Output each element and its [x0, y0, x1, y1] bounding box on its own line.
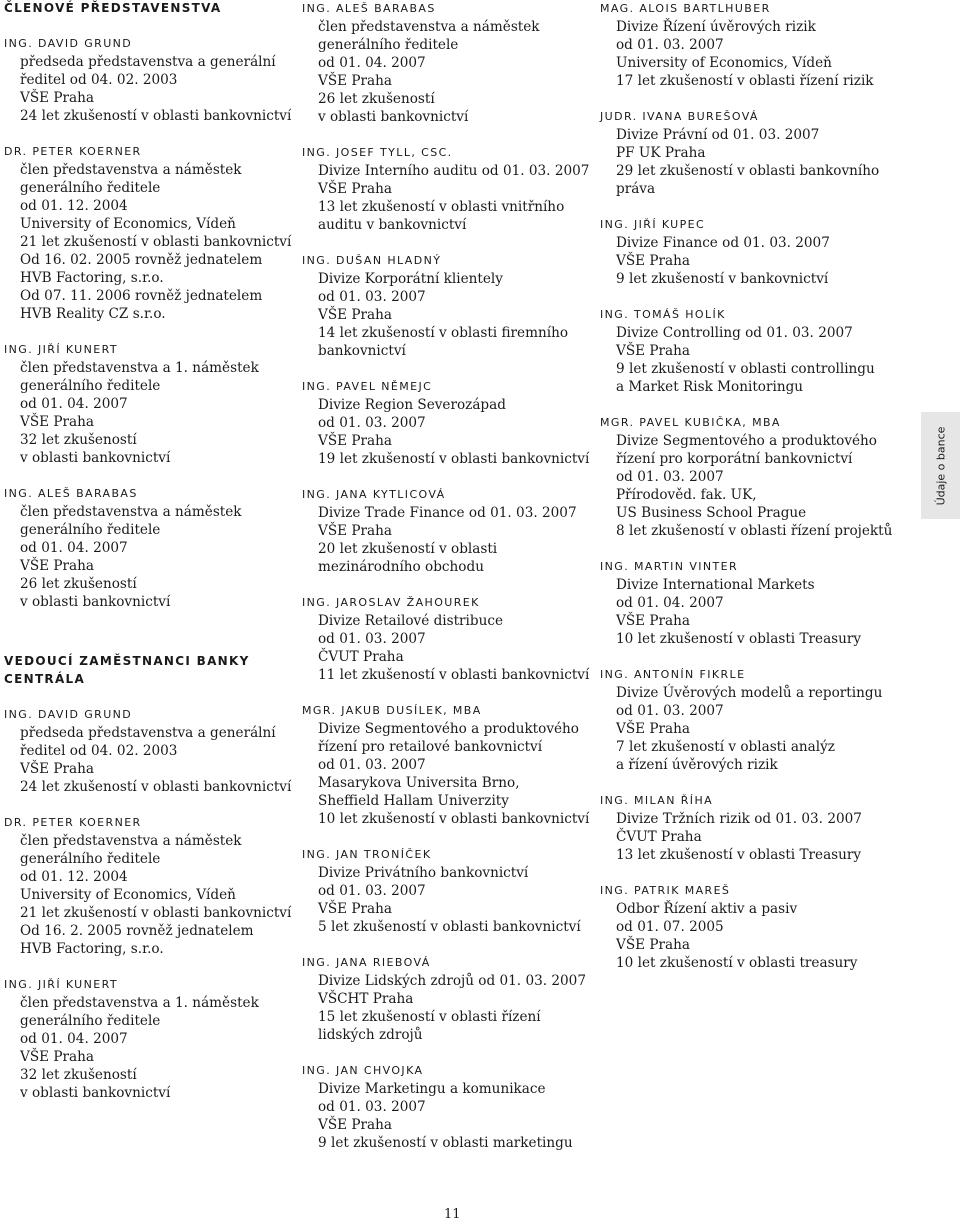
person-detail-line: Divize Finance od 01. 03. 2007	[616, 235, 830, 251]
person-entry	[302, 594, 590, 684]
person-detail-line: VŠE Praha	[20, 90, 94, 106]
person-detail-line: HVB Factoring, s.r.o.	[20, 941, 164, 957]
person-detail-line: od 01. 07. 2005	[616, 919, 724, 935]
managers-list-col2	[302, 0, 590, 1152]
person-name: ING. PAVEL NĚMEJC	[302, 380, 433, 393]
person-detail-line: Divize Privátního bankovnictví	[318, 865, 529, 881]
person-entry	[600, 306, 885, 396]
person-detail-line: od 01. 12. 2004	[20, 198, 128, 214]
person-detail-line: 9 let zkušeností v oblasti controllingu	[616, 361, 875, 377]
person-detail-line: Divize Korporátní klientely	[318, 271, 503, 287]
person-entry	[4, 814, 294, 958]
person-detail-line: 17 let zkušeností v oblasti řízení rizik	[616, 73, 874, 89]
person-name: ING. MARTIN VINTER	[600, 560, 739, 573]
person-detail-line: University of Economics, Vídeň	[20, 216, 236, 232]
person-detail-line: řízení pro korporátní bankovnictví	[616, 451, 853, 467]
person-name: MGR. JAKUB DUSÍLEK, MBA	[302, 704, 482, 717]
person-detail-line: Divize Řízení úvěrových rizik	[616, 19, 816, 35]
person-detail-line: Divize Retailové distribuce	[318, 613, 504, 629]
person-detail-line: a řízení úvěrových rizik	[616, 757, 778, 773]
person-name: MGR. PAVEL KUBIČKA, MBA	[600, 416, 781, 429]
person-detail-line: 19 let zkušeností v oblasti bankovnictví	[318, 451, 590, 467]
person-name: ING. JANA RIEBOVÁ	[302, 956, 431, 969]
managers-list-col3	[600, 0, 893, 972]
person-detail-line: 26 let zkušeností	[20, 576, 137, 592]
person-detail-line: od 01. 04. 2007	[616, 595, 724, 611]
side-section-tab[interactable]	[921, 412, 960, 519]
person-detail-line: Divize Controlling od 01. 03. 2007	[616, 325, 853, 341]
person-detail-line: ČVUT Praha	[318, 649, 404, 665]
person-detail-line: Sheffield Hallam Univerzity	[318, 793, 509, 809]
person-detail-line: 9 let zkušeností v bankovnictví	[616, 271, 829, 287]
person-detail-line: 10 let zkušeností v oblasti Treasury	[616, 631, 862, 647]
person-entry	[302, 0, 590, 126]
person-detail-line: generálního ředitele	[20, 851, 161, 867]
person-detail-line: Masarykova Universita Brno,	[318, 775, 520, 791]
person-detail-line: HVB Reality CZ s.r.o.	[20, 306, 166, 322]
person-detail-line: bankovnictví	[318, 343, 406, 359]
person-name: ING. PATRIK MAREŠ	[600, 884, 731, 897]
person-detail-line: v oblasti bankovnictví	[20, 1085, 171, 1101]
person-detail-line: VŠE Praha	[616, 613, 690, 629]
person-name: ING. ANTONÍN FIKRLE	[600, 668, 746, 681]
person-detail-line: VŠE Praha	[318, 433, 392, 449]
person-name: ING. JANA KYTLICOVÁ	[302, 488, 446, 501]
person-name: ING. JAN CHVOJKA	[302, 1064, 424, 1077]
person-detail-line: 15 let zkušeností v oblasti řízení	[318, 1009, 541, 1025]
person-name: ING. DAVID GRUND	[4, 37, 133, 50]
person-entry	[4, 35, 294, 125]
person-entry	[302, 486, 590, 576]
person-entry	[302, 1062, 590, 1152]
person-detail-line: US Business School Prague	[616, 505, 807, 521]
person-name: MAG. ALOIS BARTLHUBER	[600, 2, 771, 15]
person-name: DR. PETER KOERNER	[4, 816, 142, 829]
person-detail-line: VŠE Praha	[616, 343, 690, 359]
person-detail-line: od 01. 04. 2007	[20, 1031, 128, 1047]
person-name: JUDR. IVANA BUREŠOVÁ	[600, 110, 759, 123]
person-detail-line: 10 let zkušeností v oblasti treasury	[616, 955, 858, 971]
person-detail-line: VŠE Praha	[616, 937, 690, 953]
person-entry	[4, 976, 294, 1102]
person-detail-line: VŠE Praha	[318, 73, 392, 89]
person-detail-line: Přírodověd. fak. UK,	[616, 487, 757, 503]
person-entry	[600, 414, 893, 540]
person-detail-line: v oblasti bankovnictví	[20, 450, 171, 466]
person-name: ING. DAVID GRUND	[4, 708, 133, 721]
person-detail-line: ředitel od 04. 02. 2003	[20, 72, 178, 88]
person-detail-line: VŠE Praha	[616, 253, 690, 269]
person-detail-line: člen představenstva a náměstek	[318, 19, 540, 35]
person-detail-line: 10 let zkušeností v oblasti bankovnictví	[318, 811, 590, 827]
person-detail-line: od 01. 12. 2004	[20, 869, 128, 885]
person-entry	[600, 666, 885, 774]
person-name: ING. ALEŠ BARABAS	[4, 487, 138, 500]
person-detail-line: VŠE Praha	[318, 181, 392, 197]
person-detail-line: řízení pro retailové bankovnictví	[318, 739, 543, 755]
person-detail-line: člen představenstva a 1. náměstek	[20, 995, 259, 1011]
person-detail-line: v oblasti bankovnictví	[20, 594, 171, 610]
person-detail-line: VŠCHT Praha	[318, 991, 414, 1007]
person-detail-line: od 01. 03. 2007	[318, 1099, 426, 1115]
person-detail-line: VŠE Praha	[318, 901, 392, 917]
person-name: ING. DUŠAN HLADNÝ	[302, 254, 442, 267]
person-detail-line: od 01. 03. 2007	[318, 415, 426, 431]
person-entry	[600, 792, 885, 864]
person-detail-line: předseda představenstva a generální	[20, 54, 276, 70]
person-detail-line: v oblasti bankovnictví	[318, 109, 469, 125]
section-title-board: ČLENOVÉ PŘEDSTAVENSTVA	[4, 1, 222, 15]
person-detail-line: Divize Úvěrových modelů a reportingu	[616, 685, 883, 701]
person-detail-line: VŠE Praha	[20, 414, 94, 430]
person-detail-line: HVB Factoring, s.r.o.	[20, 270, 164, 286]
person-detail-line: VŠE Praha	[20, 558, 94, 574]
person-detail-line: Divize Trade Finance od 01. 03. 2007	[318, 505, 577, 521]
person-detail-line: 29 let zkušeností v oblasti bankovního	[616, 163, 880, 179]
person-detail-line: VŠE Praha	[318, 523, 392, 539]
person-detail-line: PF UK Praha	[616, 145, 706, 161]
person-detail-line: Divize Segmentového a produktového	[318, 721, 579, 737]
person-name: ING. MILAN ŘÍHA	[600, 794, 714, 807]
person-detail-line: VŠE Praha	[616, 721, 690, 737]
person-entry	[302, 954, 590, 1044]
person-detail-line: auditu v bankovnictví	[318, 217, 467, 233]
person-detail-line: University of Economics, Vídeň	[616, 55, 832, 71]
person-detail-line: 32 let zkušeností	[20, 1067, 137, 1083]
person-detail-line: mezinárodního obchodu	[318, 559, 484, 575]
person-detail-line: od 01. 03. 2007	[318, 757, 426, 773]
person-entry	[302, 846, 590, 936]
person-entry	[4, 143, 294, 323]
person-detail-line: Od 07. 11. 2006 rovněž jednatelem	[20, 288, 263, 304]
person-detail-line: 13 let zkušeností v oblasti vnitřního	[318, 199, 565, 215]
page-number: 11	[444, 1207, 461, 1222]
person-name: ING. JAN TRONÍČEK	[302, 848, 432, 861]
side-tab-label: Údaje o bance	[934, 426, 947, 505]
person-entry	[600, 216, 885, 288]
person-detail-line: 8 let zkušeností v oblasti řízení projektů	[616, 523, 893, 539]
column-1	[4, 0, 294, 1102]
person-detail-line: od 01. 04. 2007	[318, 55, 426, 71]
person-detail-line: 5 let zkušeností v oblasti bankovnictví	[318, 919, 581, 935]
person-name: ING. ALEŠ BARABAS	[302, 2, 436, 15]
person-detail-line: člen představenstva a náměstek	[20, 504, 242, 520]
person-detail-line: Divize Region Severozápad	[318, 397, 506, 413]
person-entry	[4, 341, 294, 467]
person-detail-line: od 01. 03. 2007	[318, 883, 426, 899]
person-detail-line: Divize Marketingu a komunikace	[318, 1081, 546, 1097]
column-3	[600, 0, 893, 972]
person-detail-line: a Market Risk Monitoringu	[616, 379, 804, 395]
person-detail-line: generálního ředitele	[20, 1013, 161, 1029]
person-entry	[600, 0, 885, 90]
person-detail-line: 32 let zkušeností	[20, 432, 137, 448]
person-detail-line: Divize Segmentového a produktového	[616, 433, 877, 449]
column-2	[302, 0, 590, 1152]
person-detail-line: VŠE Praha	[318, 307, 392, 323]
managers-title-line1: VEDOUCÍ ZAMĚSTNANCI BANKY	[4, 654, 250, 668]
person-detail-line: ředitel od 04. 02. 2003	[20, 743, 178, 759]
person-detail-line: práva	[616, 181, 656, 197]
person-detail-line: 13 let zkušeností v oblasti Treasury	[616, 847, 862, 863]
person-detail-line: od 01. 04. 2007	[20, 540, 128, 556]
person-detail-line: ČVUT Praha	[616, 829, 702, 845]
person-detail-line: VŠE Praha	[20, 761, 94, 777]
managers-title-line2: CENTRÁLA	[4, 672, 86, 686]
person-detail-line: od 01. 03. 2007	[318, 289, 426, 305]
person-detail-line: 7 let zkušeností v oblasti analýz	[616, 739, 835, 755]
person-detail-line: University of Economics, Vídeň	[20, 887, 236, 903]
person-detail-line: 26 let zkušeností	[318, 91, 435, 107]
person-detail-line: Divize Interního auditu od 01. 03. 2007	[318, 163, 590, 179]
person-detail-line: generálního ředitele	[20, 180, 161, 196]
person-detail-line: od 01. 03. 2007	[616, 703, 724, 719]
person-detail-line: od 01. 03. 2007	[616, 469, 724, 485]
person-entry	[302, 252, 590, 360]
person-name: ING. JIŘÍ KUNERT	[4, 978, 118, 991]
person-detail-line: od 01. 03. 2007	[616, 37, 724, 53]
person-detail-line: 21 let zkušeností v oblasti bankovnictví	[20, 234, 292, 250]
person-detail-line: 21 let zkušeností v oblasti bankovnictví	[20, 905, 292, 921]
person-detail-line: generálního ředitele	[20, 522, 161, 538]
person-detail-line: člen představenstva a náměstek	[20, 833, 242, 849]
person-entry	[302, 378, 590, 468]
person-name: ING. TOMÁŠ HOLÍK	[600, 308, 726, 321]
person-name: ING. JOSEF TYLL, CSC.	[302, 146, 453, 159]
person-name: ING. JIŘÍ KUPEC	[600, 218, 706, 231]
person-detail-line: Divize Tržních rizik od 01. 03. 2007	[616, 811, 862, 827]
person-detail-line: člen představenstva a 1. náměstek	[20, 360, 259, 376]
person-detail-line: od 01. 03. 2007	[318, 631, 426, 647]
person-detail-line: 9 let zkušeností v oblasti marketingu	[318, 1135, 573, 1151]
section-title-managers	[4, 652, 294, 688]
person-entry	[302, 144, 590, 234]
person-detail-line: Od 16. 2. 2005 rovněž jednatelem	[20, 923, 254, 939]
person-detail-line: lidských zdrojů	[318, 1027, 423, 1043]
person-detail-line: od 01. 04. 2007	[20, 396, 128, 412]
person-detail-line: 20 let zkušeností v oblasti	[318, 541, 498, 557]
person-detail-line: Divize Lidských zdrojů od 01. 03. 2007	[318, 973, 586, 989]
person-name: ING. JIŘÍ KUNERT	[4, 343, 118, 356]
person-detail-line: 24 let zkušeností v oblasti bankovnictví	[20, 779, 292, 795]
person-name: ING. JAROSLAV ŽAHOUREK	[302, 596, 480, 609]
person-detail-line: VŠE Praha	[318, 1117, 392, 1133]
person-detail-line: Divize Právní od 01. 03. 2007	[616, 127, 820, 143]
person-detail-line: VŠE Praha	[20, 1049, 94, 1065]
person-detail-line: 14 let zkušeností v oblasti firemního	[318, 325, 569, 341]
person-detail-line: předseda představenstva a generální	[20, 725, 276, 741]
person-detail-line: Divize International Markets	[616, 577, 815, 593]
person-entry	[600, 558, 885, 648]
person-entry	[302, 702, 590, 828]
person-detail-line: 24 let zkušeností v oblasti bankovnictví	[20, 108, 292, 124]
person-detail-line: Od 16. 02. 2005 rovněž jednatelem	[20, 252, 263, 268]
person-entry	[4, 485, 294, 611]
person-name: DR. PETER KOERNER	[4, 145, 142, 158]
person-detail-line: generálního ředitele	[318, 37, 459, 53]
person-detail-line: Odbor Řízení aktiv a pasiv	[616, 901, 798, 917]
person-detail-line: generálního ředitele	[20, 378, 161, 394]
board-members-list	[4, 35, 294, 611]
person-detail-line: člen představenstva a náměstek	[20, 162, 242, 178]
person-entry	[600, 882, 885, 972]
managers-list-col1	[4, 706, 294, 1102]
person-entry	[600, 108, 885, 198]
person-detail-line: 11 let zkušeností v oblasti bankovnictví	[318, 667, 590, 683]
person-entry	[4, 706, 294, 796]
